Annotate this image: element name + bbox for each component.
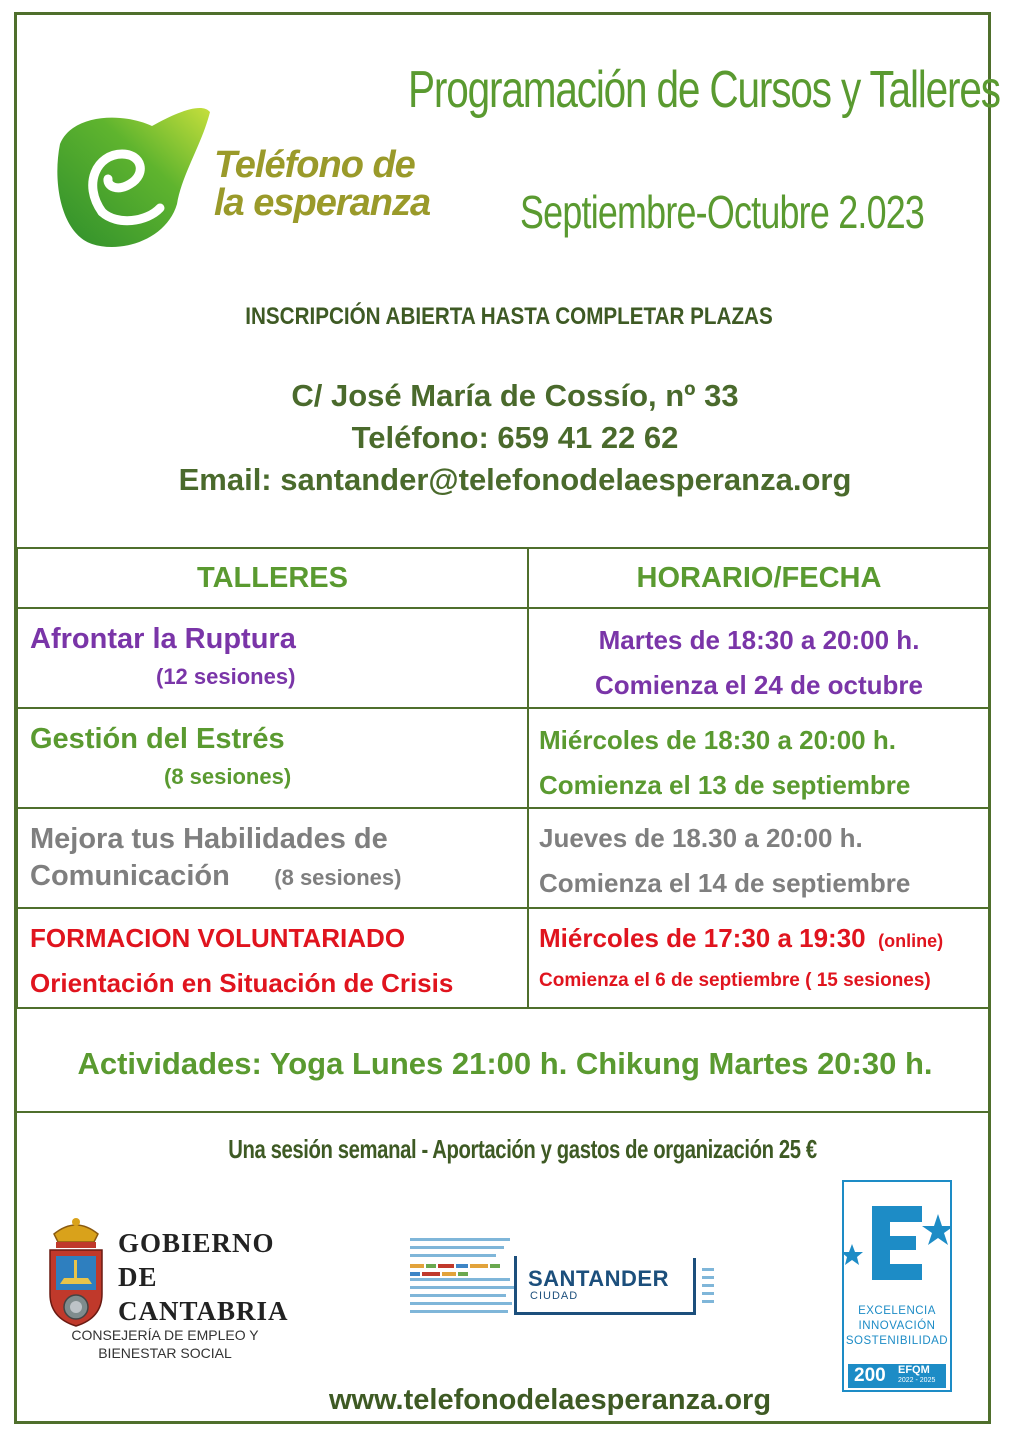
workshop-name-2: Comunicación <box>30 860 230 892</box>
gobierno-line-2: DE <box>118 1262 158 1292</box>
header-horario: HORARIO/FECHA <box>528 548 990 608</box>
workshop-sessions: (8 sesiones) <box>274 865 402 890</box>
workshop-name: Afrontar la Ruptura <box>30 623 296 655</box>
workshop-time: Jueves de 18.30 a 20:00 h. <box>539 823 863 853</box>
workshop-time: Miércoles de 18:30 a 20:00 h. <box>539 725 896 755</box>
efqm-score: 200 <box>854 1365 886 1386</box>
page-title: Programación de Cursos y Talleres <box>408 61 1000 119</box>
workshop-name-2: Orientación en Situación de Crisis <box>30 968 454 998</box>
workshop-start: Comienza el 13 de septiembre <box>539 770 911 800</box>
logo-line-1: Teléfono de <box>214 144 415 186</box>
workshop-time-note: (online) <box>878 931 944 951</box>
header-talleres: TALLERES <box>17 548 528 608</box>
workshop-start: Comienza el 24 de octubre <box>595 670 923 700</box>
efqm-line-2: INNOVACIÓN <box>858 1320 936 1332</box>
workshop-start: Comienza el 14 de septiembre <box>539 868 911 898</box>
gobierno-line-1: GOBIERNO <box>118 1228 275 1258</box>
logo-wordmark <box>214 146 430 222</box>
workshop-time: Miércoles de 17:30 a 19:30 <box>539 923 866 953</box>
logo-line-2: la esperanza <box>214 182 431 224</box>
fee-note: Una sesión semanal - Aportación y gastos de organización 25 € <box>228 1134 817 1164</box>
consejeria-line-1: CONSEJERÍA DE EMPLEO Y <box>71 1327 259 1343</box>
divider <box>16 1111 991 1113</box>
telefono-esperanza-logo <box>52 104 214 252</box>
efqm-text <box>844 1304 950 1349</box>
workshop-start: Comienza el 6 de septiembre ( 15 sesiones) <box>539 970 931 991</box>
workshop-name: FORMACION VOLUNTARIADO <box>30 923 406 953</box>
inscription-notice: INSCRIPCIÓN ABIERTA HASTA COMPLETAR PLAZAS <box>245 303 773 330</box>
workshop-name: Mejora tus Habilidades de <box>30 823 388 855</box>
efqm-line-3: SOSTENIBILIDAD <box>845 1335 949 1347</box>
workshop-sessions: (12 sesiones) <box>156 664 296 689</box>
table-row <box>17 608 990 708</box>
contact-phone: Teléfono: 659 41 22 62 <box>351 420 679 455</box>
website-link[interactable]: www.telefonodelaesperanza.org <box>328 1384 772 1416</box>
contact-email: Email: santander@telefonodelaesperanza.org <box>178 462 852 497</box>
consejeria-label <box>40 1326 290 1362</box>
gobierno-cantabria-logo <box>118 1226 289 1328</box>
efqm-brand: EFQM <box>898 1364 930 1376</box>
workshop-name: Gestión del Estrés <box>30 723 285 755</box>
contact-address: C/ José María de Cossío, nº 33 <box>291 378 739 413</box>
efqm-years: 2022 - 2025 <box>898 1377 936 1384</box>
santander-sub: CIUDAD <box>530 1290 579 1302</box>
period-label: Septiembre-Octubre 2.023 <box>520 186 925 238</box>
workshop-time: Martes de 18:30 a 20:00 h. <box>598 625 920 655</box>
cantabria-coat-of-arms-icon <box>44 1214 108 1328</box>
efqm-e-star-icon <box>844 1192 950 1292</box>
table-row <box>17 808 990 908</box>
consejeria-line-2: BIENESTAR SOCIAL <box>98 1345 232 1361</box>
table-row <box>17 708 990 808</box>
santander-wordmark: SANTANDER <box>528 1266 669 1291</box>
efqm-line-1: EXCELENCIA <box>858 1305 936 1317</box>
workshops-table <box>16 547 991 1009</box>
table-header-row <box>17 548 990 608</box>
efqm-badge <box>842 1180 952 1392</box>
activities-line: Actividades: Yoga Lunes 21:00 h. Chikung Martes 20:30 h. <box>77 1046 933 1081</box>
table-row <box>17 908 990 1008</box>
gobierno-line-3: CANTABRIA <box>118 1296 289 1326</box>
workshop-sessions: (8 sesiones) <box>164 764 292 789</box>
